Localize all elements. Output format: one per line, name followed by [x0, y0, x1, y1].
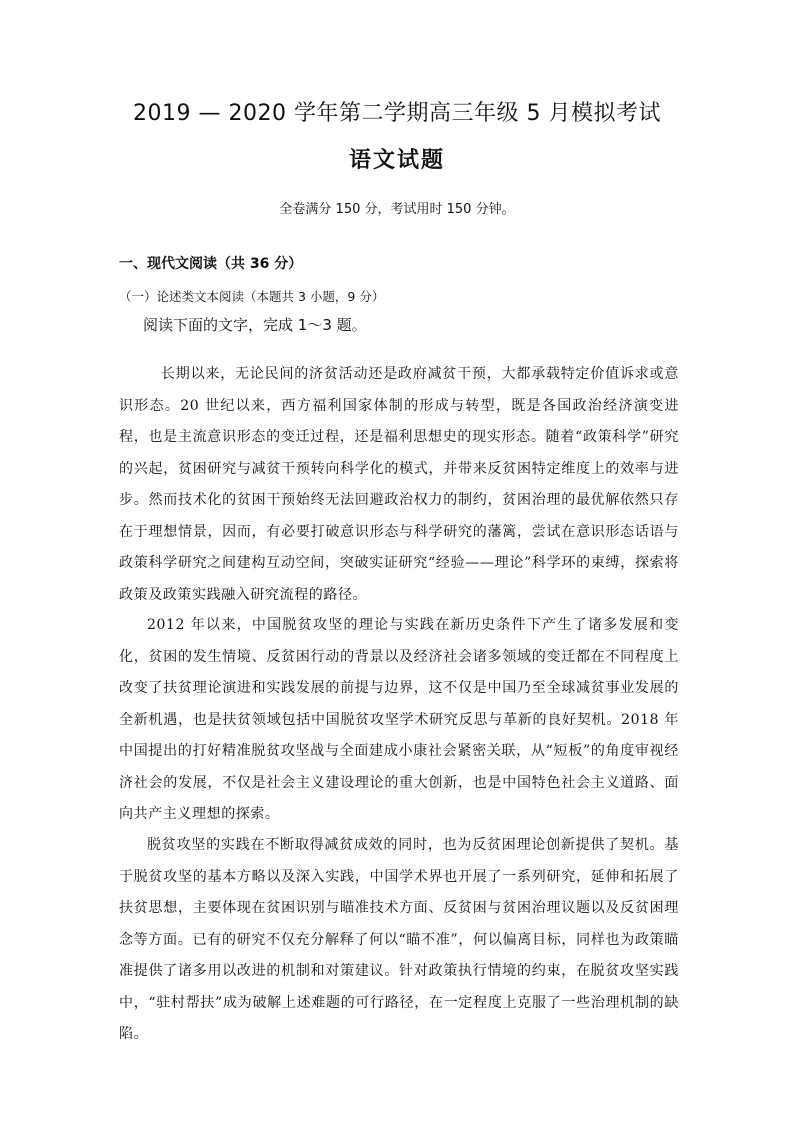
paragraph-2: 2012 年以来，中国脱贫攻坚的理论与实践在新历史条件下产生了诸多发展和变化，贫困的发生情境、反贫困行动的背景以及经济社会诸多领域的变迁都在不同程度上改变了扶贫理论演进和实践发展的前提与边界，这不仅是中国乃至全球减贫事业发展的全新机遇，也是扶贫领域包括中国脱贫攻坚学术研究反思与革新的良好契机。2018 年中国提出的打好精准脱贫攻坚战与全面建成小康社会紧密关联，从“短板”的角度审视经济社会的发展，不仅是社会主义建设理论的重大创新，也是中国特色社会主义道路、面向共产主义理想的探索。 [119, 617, 679, 822]
paragraph-3: 脱贫攻坚的实践在不断取得减贫成效的同时，也为反贫困理论创新提供了契机。基于脱贫攻坚的基本方略以及深入实践，中国学术界也开展了一系列研究，延伸和拓展了扶贫思想，主要体现在贫困识别与瞄准技术方面、反贫困与贫困治理议题以及反贫困理念等方面。已有的研究不仅充分解释了何以“瞄不准”，何以偏离目标，同样也为政策瞄准提供了诸多用以改进的机制和对策建议。针对政策执行情境的约束，在脱贫攻坚实践中，“驻村帮扶”成为破解上述难题的可行路径，在一定程度上克服了一些治理机制的缺陷。 [119, 837, 679, 1042]
exam-subtitle: 语文试题 [348, 148, 445, 173]
subsection-heading: （一）论述类文本阅读（本题共 3 小题，9 分） [119, 289, 385, 304]
exam-title: 2019 — 2020 学年第二学期高三年级 5 月模拟考试 [133, 101, 661, 126]
reading-instruction: 阅读下面的文字，完成 1～3 题。 [143, 316, 367, 334]
exam-note: 全卷满分 150 分，考试用时 150 分钟。 [279, 202, 515, 217]
section-heading: 一、现代文阅读（共 36 分） [119, 256, 303, 272]
paragraph-1: 长期以来，无论民间的济贫活动还是政府减贫干预，大都承载特定价值诉求或意识形态。20 世纪以来，西方福利国家体制的形成与转型，既是各国政治经济演变进程，也是主流意识形态的变迁过程，还是福利思想史的现实形态。随着“政策科学”研究的兴起，贫困研究与减贫干预转向科学化的模式，并带来反贫困特定维度上的效率与进步。然而技术化的贫困干预始终无法回避政治权力的制约，贫困治理的最优解依然只存在于理想情景，因而，有必要打破意识形态与科学研究的藩篱，尝试在意识形态话语与政策科学研究之间建构互动空间，突破实证研究“经验——理论”科学环的束缚，探索将政策及政策实践融入研究流程的路径。 [119, 366, 679, 603]
